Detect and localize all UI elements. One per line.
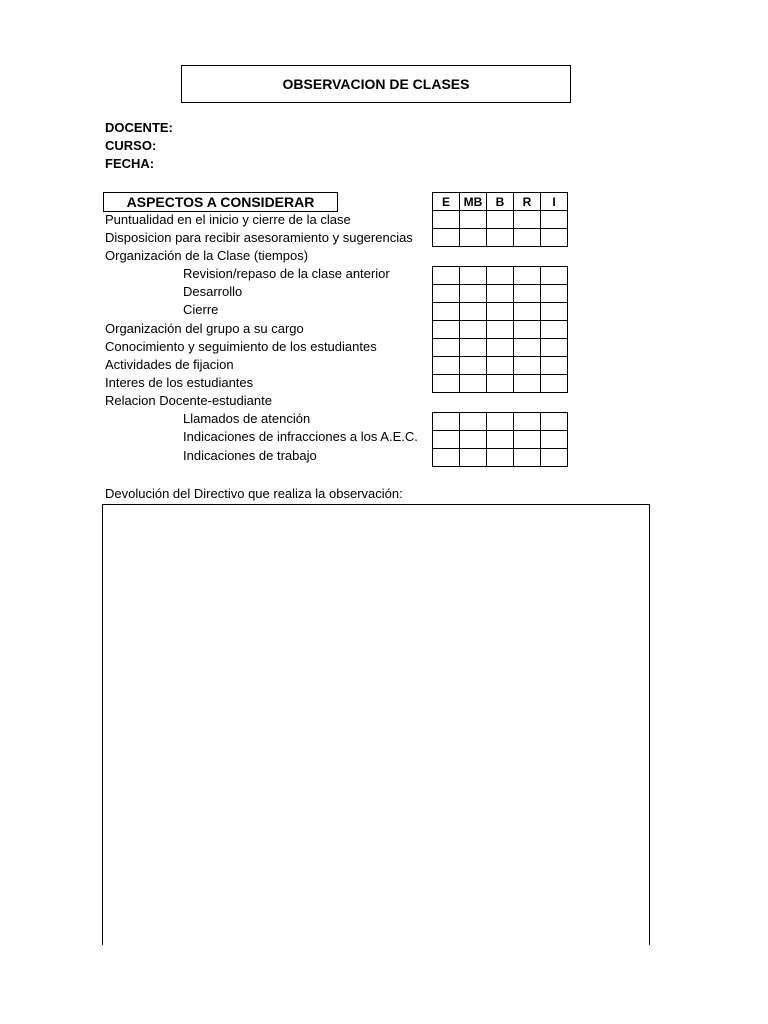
rating-cell[interactable]	[514, 339, 541, 357]
rating-cell[interactable]	[460, 375, 487, 393]
rating-cell[interactable]	[487, 321, 514, 339]
rating-cell[interactable]	[433, 357, 460, 375]
rating-cell[interactable]	[514, 413, 541, 431]
rating-cell[interactable]	[541, 285, 568, 303]
rating-cell[interactable]	[514, 449, 541, 467]
row-label-infracciones: Indicaciones de infracciones a los A.E.C.	[183, 429, 418, 444]
rating-cell[interactable]	[433, 303, 460, 321]
rating-cell[interactable]	[433, 413, 460, 431]
rating-cell[interactable]	[460, 321, 487, 339]
curso-label: CURSO:	[105, 138, 157, 153]
rating-col-r: R	[514, 193, 541, 211]
rating-cell[interactable]	[433, 267, 460, 285]
rating-cell[interactable]	[514, 375, 541, 393]
rating-col-b: B	[487, 193, 514, 211]
rating-row	[433, 357, 568, 375]
rating-row	[433, 413, 568, 431]
feedback-label: Devolución del Directivo que realiza la observación:	[105, 486, 403, 501]
rating-cell[interactable]	[433, 375, 460, 393]
rating-cell[interactable]	[433, 339, 460, 357]
rating-cell[interactable]	[487, 449, 514, 467]
rating-cell[interactable]	[541, 431, 568, 449]
row-label-cierre: Cierre	[183, 302, 219, 317]
rating-cell[interactable]	[433, 449, 460, 467]
rating-cell[interactable]	[433, 431, 460, 449]
rating-grid-3	[432, 412, 568, 467]
row-label-actividades: Actividades de fijacion	[105, 357, 234, 372]
row-label-disposicion: Disposicion para recibir asesoramiento y sugerencias	[105, 230, 413, 245]
rating-row	[433, 449, 568, 467]
rating-row	[433, 431, 568, 449]
rating-row	[433, 211, 568, 229]
rating-cell[interactable]	[460, 413, 487, 431]
rating-cell[interactable]	[487, 229, 514, 247]
row-label-revision: Revision/repaso de la clase anterior	[183, 266, 390, 281]
rating-cell[interactable]	[514, 357, 541, 375]
row-label-puntualidad: Puntualidad en el inicio y cierre de la clase	[105, 212, 351, 227]
rating-cell[interactable]	[487, 303, 514, 321]
rating-cell[interactable]	[487, 285, 514, 303]
rating-cell[interactable]	[487, 339, 514, 357]
row-label-trabajo: Indicaciones de trabajo	[183, 448, 317, 463]
rating-col-e: E	[433, 193, 460, 211]
rating-cell[interactable]	[460, 267, 487, 285]
rating-header-row	[433, 193, 568, 211]
rating-cell[interactable]	[460, 303, 487, 321]
rating-cell[interactable]	[541, 229, 568, 247]
rating-col-i: I	[541, 193, 568, 211]
row-label-relacion: Relacion Docente-estudiante	[105, 393, 272, 408]
rating-cell[interactable]	[541, 449, 568, 467]
rating-grid-1	[432, 192, 568, 247]
rating-cell[interactable]	[487, 267, 514, 285]
rating-col-mb: MB	[460, 193, 487, 211]
rating-row	[433, 339, 568, 357]
row-label-organizacion-grupo: Organización del grupo a su cargo	[105, 321, 304, 336]
form-title: OBSERVACION DE CLASES	[181, 65, 571, 103]
rating-grid-2	[432, 266, 568, 393]
rating-row	[433, 321, 568, 339]
rating-cell[interactable]	[541, 321, 568, 339]
rating-cell[interactable]	[541, 375, 568, 393]
rating-cell[interactable]	[541, 339, 568, 357]
rating-cell[interactable]	[541, 413, 568, 431]
docente-label: DOCENTE:	[105, 120, 173, 135]
row-label-organizacion-clase: Organización de la Clase (tiempos)	[105, 248, 309, 263]
rating-cell[interactable]	[514, 431, 541, 449]
row-label-desarrollo: Desarrollo	[183, 284, 243, 299]
rating-row	[433, 229, 568, 247]
rating-cell[interactable]	[514, 303, 541, 321]
rating-cell[interactable]	[460, 339, 487, 357]
rating-cell[interactable]	[514, 211, 541, 229]
rating-cell[interactable]	[487, 431, 514, 449]
rating-row	[433, 303, 568, 321]
rating-cell[interactable]	[487, 211, 514, 229]
fecha-label: FECHA:	[105, 156, 155, 171]
rating-cell[interactable]	[514, 229, 541, 247]
rating-cell[interactable]	[433, 285, 460, 303]
rating-cell[interactable]	[541, 211, 568, 229]
rating-cell[interactable]	[433, 321, 460, 339]
rating-cell[interactable]	[460, 229, 487, 247]
aspects-header: ASPECTOS A CONSIDERAR	[103, 192, 338, 212]
rating-cell[interactable]	[433, 211, 460, 229]
rating-cell[interactable]	[460, 357, 487, 375]
rating-cell[interactable]	[514, 321, 541, 339]
rating-row	[433, 285, 568, 303]
rating-row	[433, 375, 568, 393]
rating-cell[interactable]	[460, 449, 487, 467]
rating-cell[interactable]	[433, 229, 460, 247]
rating-cell[interactable]	[541, 303, 568, 321]
rating-row	[433, 267, 568, 285]
feedback-box[interactable]	[102, 504, 650, 945]
row-label-llamados: Llamados de atención	[183, 411, 311, 426]
rating-cell[interactable]	[460, 285, 487, 303]
rating-cell[interactable]	[541, 357, 568, 375]
row-label-interes: Interes de los estudiantes	[105, 375, 254, 390]
rating-cell[interactable]	[460, 431, 487, 449]
rating-cell[interactable]	[487, 413, 514, 431]
rating-cell[interactable]	[487, 375, 514, 393]
rating-cell[interactable]	[487, 357, 514, 375]
row-label-conocimiento: Conocimiento y seguimiento de los estudiantes	[105, 339, 377, 354]
rating-cell[interactable]	[460, 211, 487, 229]
rating-cell[interactable]	[541, 267, 568, 285]
rating-cell[interactable]	[514, 285, 541, 303]
rating-cell[interactable]	[514, 267, 541, 285]
